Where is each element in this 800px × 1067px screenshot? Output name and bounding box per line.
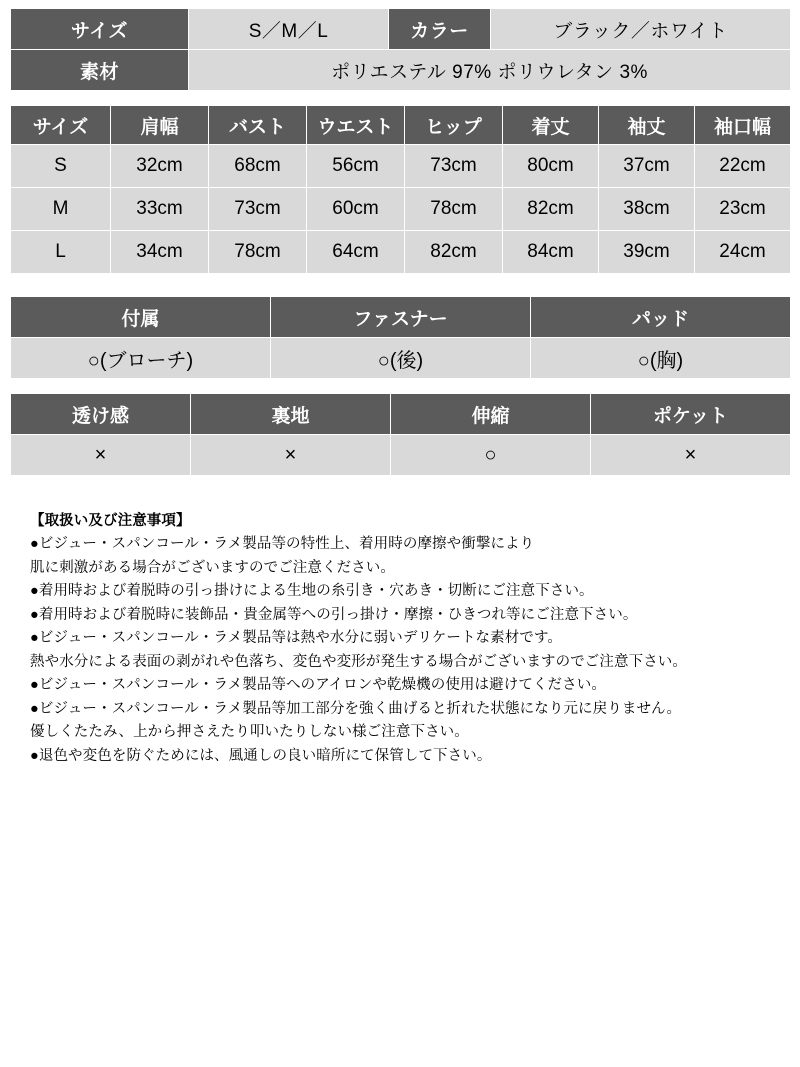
detail-value-pad: ○(胸): [531, 338, 791, 379]
size-cell: 38cm: [599, 188, 695, 231]
table-row: [11, 231, 791, 274]
size-col-header: 袖丈: [599, 106, 695, 145]
size-col-header: サイズ: [11, 106, 111, 145]
detail-value-attachment: ○(ブローチ): [11, 338, 271, 379]
size-cell: 78cm: [209, 231, 307, 274]
care-instruction-line: 優しくたたみ、上から押さえたり叩いたりしない様ご注意下さい。: [30, 724, 469, 741]
size-cell: 22cm: [695, 145, 791, 188]
detail-header-pocket: ポケット: [591, 394, 791, 435]
care-instruction-line: ●ビジュー・スパンコール・ラメ製品等加工部分を強く曲げると折れた状態になり元に戻りません。: [30, 700, 682, 717]
table-header-row: [11, 394, 791, 435]
size-cell: 68cm: [209, 145, 307, 188]
table-row: [11, 188, 791, 231]
care-instructions: [10, 510, 790, 768]
table-row: [11, 435, 791, 476]
spec-value-material: ポリエステル 97% ポリウレタン 3%: [189, 50, 791, 91]
detail-table-accessories: [10, 296, 791, 379]
spec-label-color: カラー: [389, 9, 491, 50]
size-cell: 73cm: [209, 188, 307, 231]
size-col-header: ウエスト: [307, 106, 405, 145]
table-row: [11, 338, 791, 379]
size-cell: M: [11, 188, 111, 231]
spec-label-size: サイズ: [11, 9, 189, 50]
detail-value-sheerness: ×: [11, 435, 191, 476]
table-header-row: [11, 297, 791, 338]
size-col-header: バスト: [209, 106, 307, 145]
spacer: [10, 274, 790, 296]
table-row: [11, 9, 791, 50]
size-cell: 56cm: [307, 145, 405, 188]
detail-header-stretch: 伸縮: [391, 394, 591, 435]
size-cell: 39cm: [599, 231, 695, 274]
detail-header-zipper: ファスナー: [271, 297, 531, 338]
spacer: [10, 379, 790, 393]
size-cell: 32cm: [111, 145, 209, 188]
detail-header-attachment: 付属: [11, 297, 271, 338]
size-cell: S: [11, 145, 111, 188]
size-cell: 80cm: [503, 145, 599, 188]
spec-label-material: 素材: [11, 50, 189, 91]
spec-value-color: ブラック／ホワイト: [491, 9, 791, 50]
table-row: [11, 50, 791, 91]
detail-header-pad: パッド: [531, 297, 791, 338]
size-col-header: 肩幅: [111, 106, 209, 145]
care-instruction-line: ●ビジュー・スパンコール・ラメ製品等の特性上、着用時の摩擦や衝撃により: [30, 536, 535, 553]
size-cell: 24cm: [695, 231, 791, 274]
spec-value-size: S／M／L: [189, 9, 389, 50]
size-measurement-table: [10, 105, 791, 274]
care-instruction-line: ●着用時および着脱時の引っ掛けによる生地の糸引き・穴あき・切断にご注意下さい。: [30, 583, 594, 600]
detail-value-lining: ×: [191, 435, 391, 476]
size-cell: 33cm: [111, 188, 209, 231]
detail-header-lining: 裏地: [191, 394, 391, 435]
care-instructions-title: 【取扱い及び注意事項】: [30, 513, 191, 529]
size-cell: 60cm: [307, 188, 405, 231]
detail-value-pocket: ×: [591, 435, 791, 476]
care-instruction-line: ●退色や変色を防ぐためには、風通しの良い暗所にて保管して下さい。: [30, 747, 492, 764]
detail-value-zipper: ○(後): [271, 338, 531, 379]
detail-value-stretch: ○: [391, 435, 591, 476]
spacer: [10, 91, 790, 105]
size-col-header: 着丈: [503, 106, 599, 145]
care-instruction-line: 肌に刺激がある場合がございますのでご注意ください。: [30, 559, 395, 576]
table-row: [11, 145, 791, 188]
care-instruction-line: ●着用時および着脱時に装飾品・貴金属等への引っ掛け・摩擦・ひきつれ等にご注意下さい。: [30, 606, 638, 623]
size-col-header: ヒップ: [405, 106, 503, 145]
size-cell: 73cm: [405, 145, 503, 188]
size-col-header: 袖口幅: [695, 106, 791, 145]
care-instruction-line: ●ビジュー・スパンコール・ラメ製品等へのアイロンや乾燥機の使用は避けてください。: [30, 677, 606, 694]
care-instruction-line: ●ビジュー・スパンコール・ラメ製品等は熱や水分に弱いデリケートな素材です。: [30, 630, 562, 647]
care-instruction-line: 熱や水分による表面の剥がれや色落ち、変色や変形が発生する場合がございますのでご注意下さい。: [30, 653, 687, 670]
size-cell: 78cm: [405, 188, 503, 231]
size-cell: 82cm: [405, 231, 503, 274]
table-header-row: [11, 106, 791, 145]
size-cell: 82cm: [503, 188, 599, 231]
spacer: [10, 476, 790, 510]
size-cell: 64cm: [307, 231, 405, 274]
detail-table-properties: [10, 393, 791, 476]
size-cell: 34cm: [111, 231, 209, 274]
size-cell: L: [11, 231, 111, 274]
size-cell: 37cm: [599, 145, 695, 188]
spec-table: [10, 8, 791, 91]
detail-header-sheerness: 透け感: [11, 394, 191, 435]
size-cell: 23cm: [695, 188, 791, 231]
size-cell: 84cm: [503, 231, 599, 274]
